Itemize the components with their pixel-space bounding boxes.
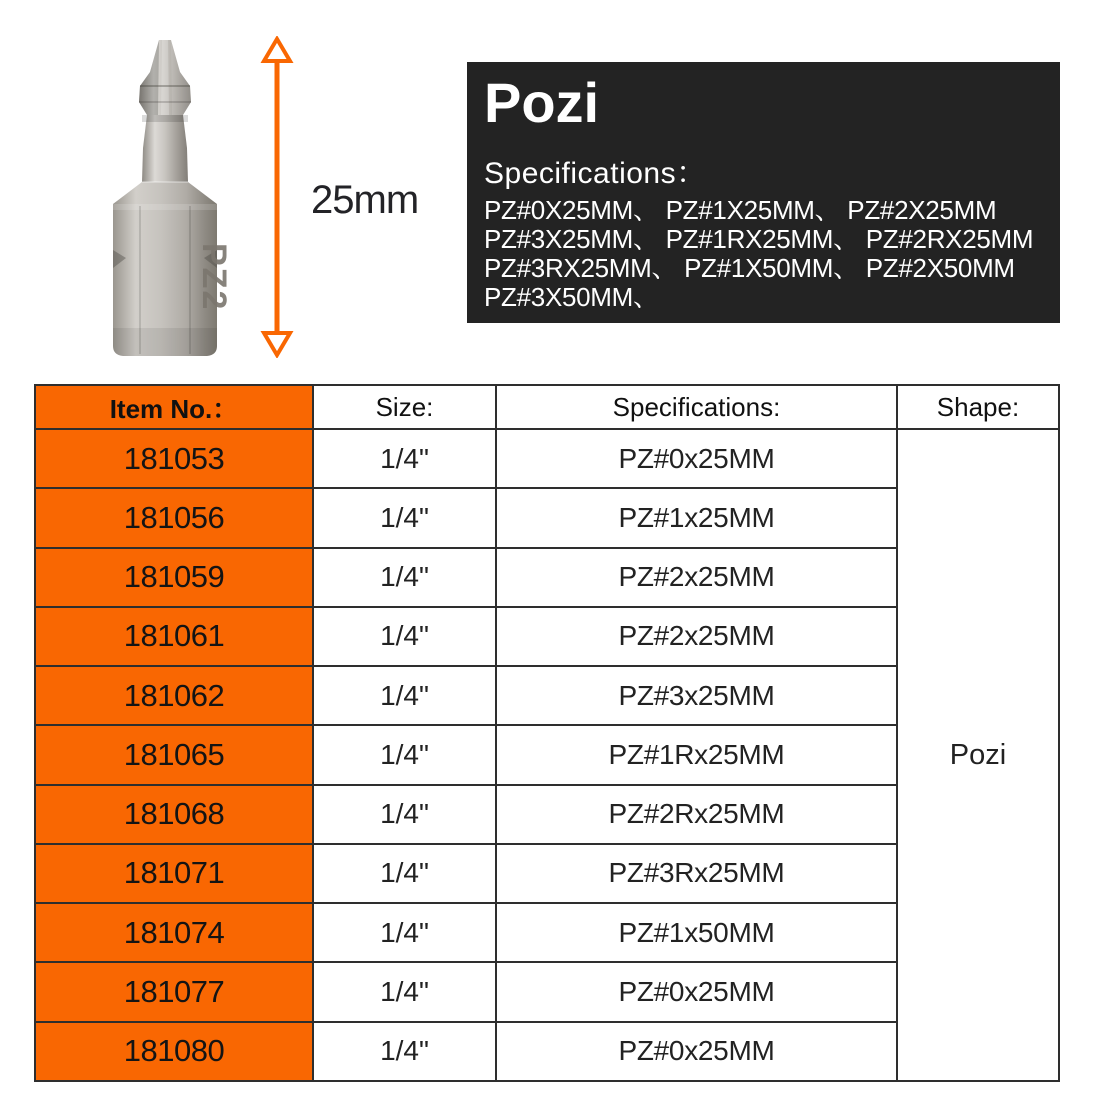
- spec-line: PZ#3X25MM、 PZ#1RX25MM、 PZ#2RX25MM: [484, 223, 1034, 254]
- spec-cell: PZ#1x25MM: [496, 488, 897, 547]
- item-no-cell: 181061: [35, 607, 313, 666]
- spec-cell: PZ#2x25MM: [496, 548, 897, 607]
- pozi-bit-image: [95, 28, 235, 360]
- arrow-up-icon: [264, 39, 290, 61]
- table-row: [35, 429, 1059, 488]
- item-no-cell: 181080: [35, 1022, 313, 1081]
- item-no-cell: 181068: [35, 785, 313, 844]
- bit-marking-text: PZ2: [195, 243, 233, 312]
- size-cell: 1/4": [313, 962, 496, 1021]
- size-cell: 1/4": [313, 844, 496, 903]
- spec-card-title: Pozi: [484, 71, 600, 134]
- item-no-cell: 181071: [35, 844, 313, 903]
- item-no-cell: 181062: [35, 666, 313, 725]
- item-no-cell: 181056: [35, 488, 313, 547]
- spec-cell: PZ#0x25MM: [496, 1022, 897, 1081]
- spec-line: PZ#0X25MM、 PZ#1X25MM、 PZ#2X25MM: [484, 194, 997, 225]
- spec-line: PZ#3RX25MM、 PZ#1X50MM、 PZ#2X50MM: [484, 252, 1015, 283]
- spec-cell: PZ#0x25MM: [496, 429, 897, 488]
- shape-cell: Pozi: [897, 429, 1059, 1081]
- spec-table: [34, 384, 1060, 1082]
- size-cell: 1/4": [313, 903, 496, 962]
- size-cell: 1/4": [313, 607, 496, 666]
- table-header-row: [35, 385, 1059, 429]
- spec-cell: PZ#2x25MM: [496, 607, 897, 666]
- spec-card-subtitle: Specifications：: [484, 156, 707, 190]
- col-header-size: Size:: [313, 385, 496, 429]
- spec-cell: PZ#0x25MM: [496, 962, 897, 1021]
- item-no-cell: 181053: [35, 429, 313, 488]
- spec-cell: PZ#3x25MM: [496, 666, 897, 725]
- item-no-cell: 181077: [35, 962, 313, 1021]
- col-header-specifications: Specifications:: [496, 385, 897, 429]
- spec-card: [467, 62, 1060, 323]
- item-no-cell: 181059: [35, 548, 313, 607]
- size-cell: 1/4": [313, 429, 496, 488]
- size-cell: 1/4": [313, 1022, 496, 1081]
- size-cell: 1/4": [313, 488, 496, 547]
- item-no-cell: 181074: [35, 903, 313, 962]
- size-cell: 1/4": [313, 666, 496, 725]
- spec-cell: PZ#2Rx25MM: [496, 785, 897, 844]
- col-header-shape: Shape:: [897, 385, 1059, 429]
- dimension-label: 25mm: [311, 178, 419, 222]
- spec-line: PZ#3X50MM、: [484, 281, 659, 312]
- size-cell: 1/4": [313, 548, 496, 607]
- pozi-bit-illustration: [95, 28, 235, 360]
- item-no-cell: 181065: [35, 725, 313, 784]
- size-cell: 1/4": [313, 725, 496, 784]
- spec-cell: PZ#1Rx25MM: [496, 725, 897, 784]
- arrow-down-icon: [264, 333, 290, 355]
- spec-cell: PZ#1x50MM: [496, 903, 897, 962]
- spec-cell: PZ#3Rx25MM: [496, 844, 897, 903]
- dimension-arrow: [259, 36, 295, 358]
- spec-card-lines: [484, 196, 1044, 312]
- col-header-item-no: Item No.：: [35, 385, 313, 429]
- size-cell: 1/4": [313, 785, 496, 844]
